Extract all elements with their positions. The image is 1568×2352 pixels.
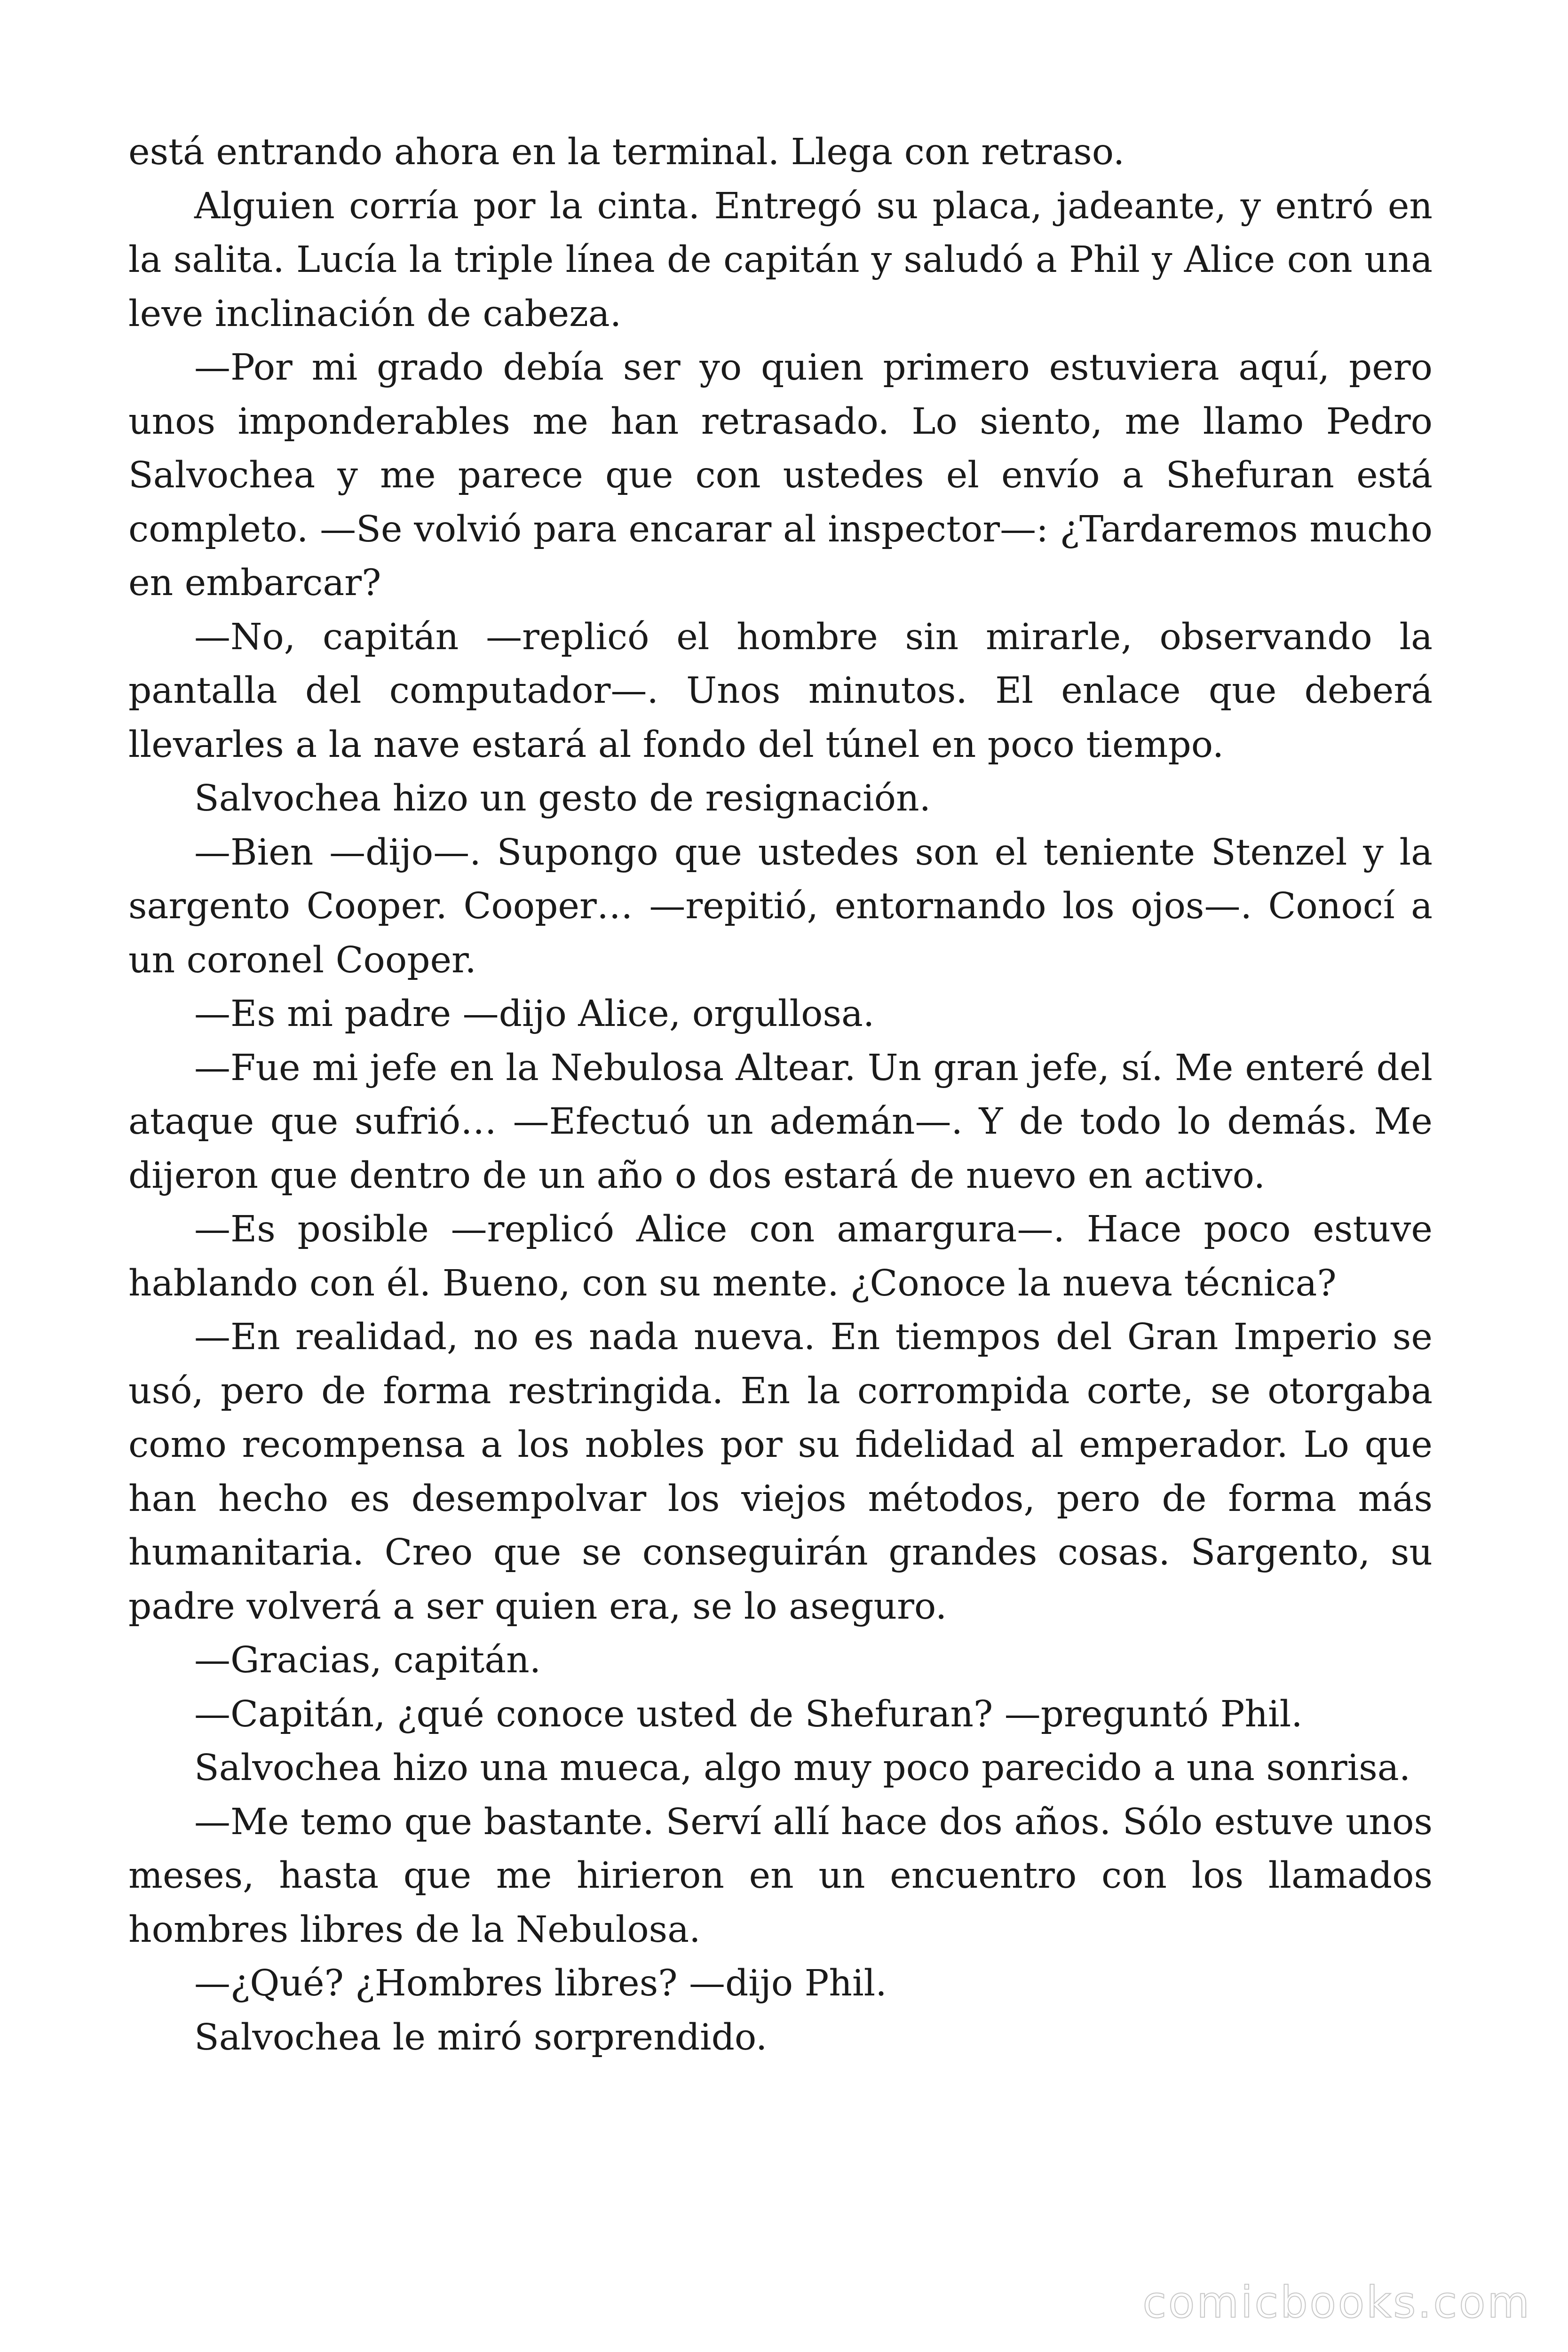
- paragraph: —Me temo que bastante. Serví allí hace dos años. Sólo estuve unos meses, hasta que me hirieron en un encuentro con los llamados hombres libres de la Nebulosa.: [128, 1801, 1433, 1951]
- paragraph: —En realidad, no es nada nueva. En tiempos del Gran Imperio se usó, pero de forma restringida. En la corrompida corte, se otorgaba como recompensa a los nobles por su fidelidad al emperador. Lo que han hecho es desempolvar los viejos métodos, pero de forma más humanitaria. Creo que se conseguirán grandes cosas. Sargento, su padre volverá a ser quien era, se lo aseguro.: [128, 1316, 1433, 1628]
- paragraph: —Gracias, capitán.: [194, 1639, 541, 1681]
- watermark: comicbooks.com: [1142, 2277, 1531, 2328]
- paragraph: Salvochea le miró sorprendido.: [194, 2016, 768, 2058]
- paragraph: —Es posible —replicó Alice con amargura—. Hace poco estuve hablando con él. Bueno, con su mente. ¿Conoce la nueva técnica?: [128, 1208, 1433, 1304]
- paragraph: —Bien —dijo—. Supongo que ustedes son el teniente Stenzel y la sargento Cooper. Cooper… —repitió, entornando los ojos—. Conocí a un coronel Cooper.: [128, 831, 1433, 981]
- paragraph: Alguien corría por la cinta. Entregó su placa, jadeante, y entró en la salita. Lucía la triple línea de capitán y saludó a Phil y Alice con una leve inclinación de cabeza.: [128, 185, 1433, 335]
- paragraph: —Capitán, ¿qué conoce usted de Shefuran? —preguntó Phil.: [194, 1693, 1303, 1735]
- paragraph: Salvochea hizo una mueca, algo muy poco parecido a una sonrisa.: [194, 1747, 1411, 1789]
- paragraph: —No, capitán —replicó el hombre sin mirarle, observando la pantalla del computador—. Unos minutos. El enlace que deberá llevarles a la nave estará al fondo del túnel en poco tiempo.: [128, 616, 1433, 766]
- paragraph: está entrando ahora en la terminal. Llega con retraso.: [128, 131, 1125, 173]
- paragraph: —Por mi grado debía ser yo quien primero estuviera aquí, pero unos imponderables me han retrasado. Lo siento, me llamo Pedro Salvochea y me parece que con ustedes el envío a Shefuran está completo. —Se volvió para encarar al inspector—: ¿Tardaremos mucho en embarcar?: [128, 347, 1433, 604]
- paragraph: Salvochea hizo un gesto de resignación.: [194, 778, 931, 819]
- paragraph: —Es mi padre —dijo Alice, orgullosa.: [194, 993, 875, 1035]
- body-text: [128, 126, 1433, 2065]
- paragraph: —Fue mi jefe en la Nebulosa Altear. Un gran jefe, sí. Me enteré del ataque que sufrió… —Efectuó un ademán—. Y de todo lo demás. Me dijeron que dentro de un año o dos estará de nuevo en activo.: [128, 1047, 1433, 1197]
- paragraph: —¿Qué? ¿Hombres libres? —dijo Phil.: [194, 1963, 887, 2004]
